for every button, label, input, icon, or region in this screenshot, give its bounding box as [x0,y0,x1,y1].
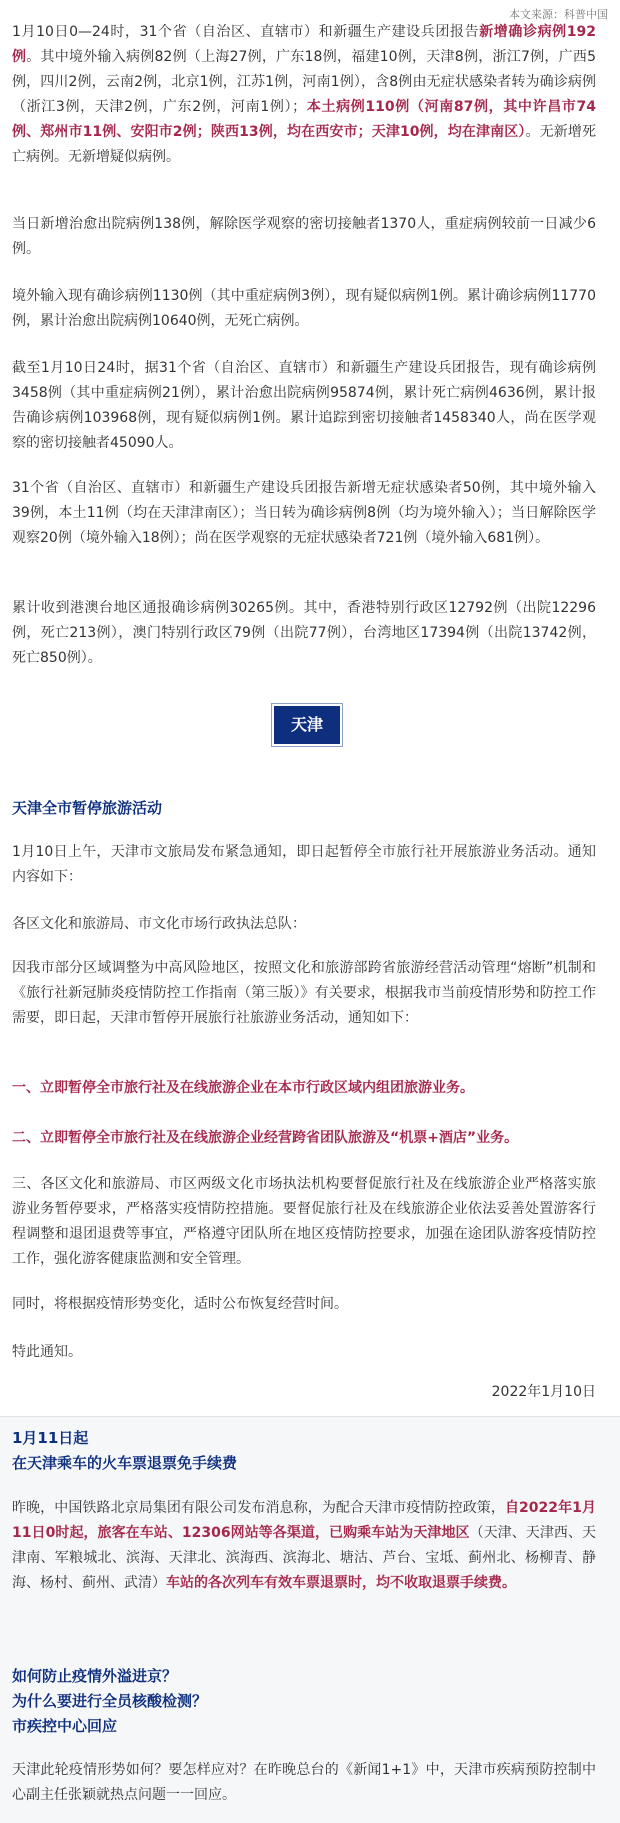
notice-item-1: 一、立即暂停全市旅行社及在线旅游企业在本市行政区域内组团旅游业务。 [12,1080,474,1096]
heading-cdc-response: 市疾控中心回应 [12,1717,118,1735]
p15-segment-0: 昨晚，中国铁路北京局集团有限公司发布消息称，为配合天津市疫情防控政策， [12,1500,505,1516]
paragraph-recovered: 当日新增治愈出院病例138例，解除医学观察的密切接触者1370人，重症病例较前一日减少6例。 [12,216,596,257]
heading-question-2: 为什么要进行全员核酸检测？ [12,1692,208,1710]
p1-segment-4: 。无新增死亡病例。无新增疑似病例。 [12,124,597,165]
p1-segment-3: 本土病例110例（河南87例，其中许昌市74例、郑州市11例、安阳市2例；陕西13例，均在西安市；天津10例，均在津南区） [12,99,596,140]
paragraph-daily-cases [12,20,596,170]
notice-item-3: 三、各区文化和旅游局、市区两级文化市场执法机构要督促旅行社及在线旅游企业严格落实旅游业务暂停要求，严格落实疫情防控措施。要督促旅行社及在线旅游企业依法妥善处置游客行程调整和退团退费等事宜，严格遵守团队所在地区疫情防控要求，加强在途团队游客疫情防控工作，强化游客健康监测和安全管理。 [12,1176,596,1267]
p15-segment-1: 自2022年1月11日0时起，旅客在车站、12306网站等各渠道，已购乘车站为天津地区 [12,1500,596,1541]
paragraph-closing: 特此通知。 [12,1344,82,1360]
p15-segment-3: 车站的各次列车有效车票退票时，均不收取退票手续费。 [166,1575,516,1591]
paragraph-ticket-refund [12,1496,596,1596]
notice-item-2: 二、立即暂停全市旅行社及在线旅游企业经营跨省团队旅游及“机票+酒店”业务。 [12,1130,519,1146]
paragraph-notice-reason: 因我市部分区域调整为中高风险地区，按照文化和旅游部跨省旅游经营活动管理“熔断”机制和《旅行社新冠肺炎疫情防控工作指南（第三版）》有关要求，根据我市当前疫情形势和防控工作需要，即日起，天津市暂停开展旅行社旅游业务活动，通知如下： [12,960,596,1026]
source-note: 本文来源：科普中国 [509,8,608,21]
p15-segment-2: （天津、天津西、天津南、军粮城北、滨海、天津北、滨海西、滨海北、塘沽、芦台、宝坻、蓟州北、杨柳青、静海、杨村、蓟州、武清） [12,1525,596,1591]
heading-question-1: 如何防止疫情外溢进京？ [12,1667,178,1685]
paragraph-hk-mo-tw: 累计收到港澳台地区通报确诊病例30265例。其中，香港特别行政区12792例（出院12296例，死亡213例），澳门特别行政区79例（出院77例），台湾地区17394例（出院13742例，死亡850例）。 [12,600,596,666]
notice-date: 2022年1月10日 [491,1384,596,1400]
p1-segment-1: 新增确诊病例192例 [12,24,596,65]
heading-date-line: 1月11日起 [12,1429,89,1447]
paragraph-notice-intro: 1月10日上午，天津市文旅局发布紧急通知，即日起暂停全市旅行社开展旅游业务活动。通知内容如下： [12,844,596,885]
p1-segment-0: 1月10日0—24时，31个省（自治区、直辖市）和新疆生产建设兵团报告 [12,24,480,40]
paragraph-cdc-intro: 天津此轮疫情形势如何？要怎样应对？在昨晚总台的《新闻1+1》中，天津市疾病预防控制中心副主任张颖就热点问题一一回应。 [12,1762,596,1803]
paragraph-imported: 境外输入现有确诊病例1130例（其中重症病例3例），现有疑似病例1例。累计确诊病例11770例，累计治愈出院病例10640例，无死亡病例。 [12,288,596,329]
paragraph-recipients: 各区文化和旅游局、市文化市场行政执法总队： [12,916,306,932]
paragraph-asymptomatic: 31个省（自治区、直辖市）和新疆生产建设兵团报告新增无症状感染者50例，其中境外输入39例，本土11例（均在天津津南区）；当日转为确诊病例8例（均为境外输入）；当日解除医学观察20例（境外输入18例）；尚在医学观察的无症状感染者721例（境外输入681例）。 [12,480,596,546]
heading-ticket-refund: 在天津乘车的火车票退票免手续费 [12,1454,238,1472]
section-badge-tianjin: 天津 [274,706,340,744]
paragraph-cumulative: 截至1月10日24时，据31个省（自治区、直辖市）和新疆生产建设兵团报告，现有确诊病例3458例（其中重症病例21例），累计治愈出院病例95874例，累计死亡病例4636例，累计报告确诊病例103968例，现有疑似病例1例。累计追踪到密切接触者1458340人，尚在医学观察的密切接触者45090人。 [12,360,596,451]
p1-segment-2: 。其中境外输入病例82例（上海27例，广东18例，福建10例，天津8例，浙江7例，广西5例，四川2例，云南2例，北京1例，江苏1例，河南1例），含8例由无症状感染者转为确诊病例（浙江3例，天津2例，广东2例，河南1例）； [12,49,597,115]
paragraph-resume-time: 同时，将根据疫情形势变化，适时公布恢复经营时间。 [12,1296,348,1312]
section-divider [0,1416,620,1417]
section-heading-tourism: 天津全市暂停旅游活动 [12,799,163,817]
